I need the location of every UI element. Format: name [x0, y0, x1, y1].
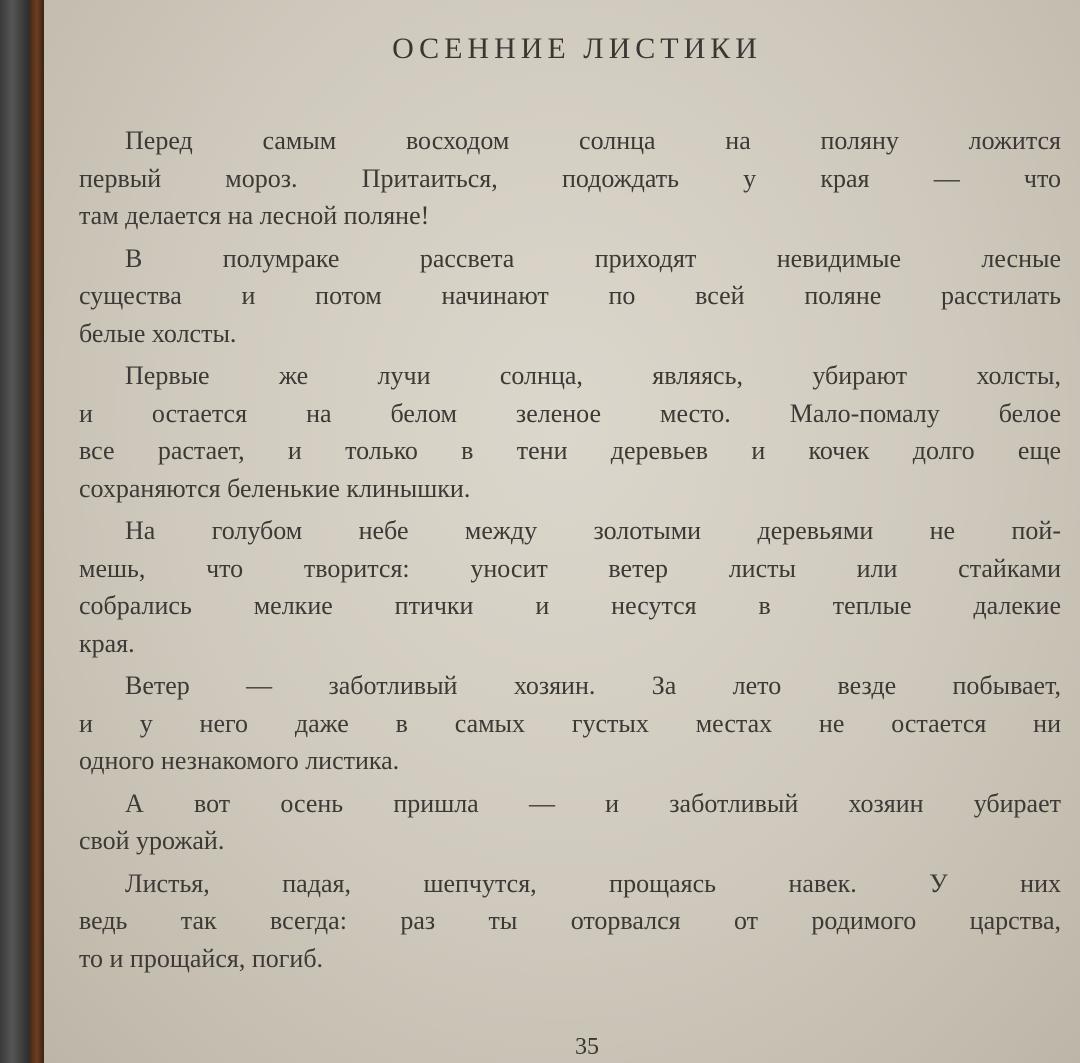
text-line: все растает, и только в тени деревьев и кочек долго еще	[79, 436, 1061, 465]
text-line: сохраняются беленькие клинышки.	[79, 473, 471, 503]
book-binding	[30, 0, 44, 1063]
paragraph-5	[79, 667, 1061, 780]
text-line: Первые же лучи солнца, являясь, убирают холсты,	[125, 361, 1061, 390]
page-number: 35	[575, 1034, 599, 1060]
text-line: белые холсты.	[79, 318, 237, 348]
page-title: ОСЕННИЕ ЛИСТИКИ	[392, 32, 762, 65]
text-line: Листья, падая, шепчутся, прощаясь навек. У них	[125, 868, 1061, 898]
text-line: там делается на лесной поляне!	[79, 201, 430, 230]
text-line: А вот осень пришла — и заботливый хозяин убирает	[125, 788, 1061, 818]
text-line: первый мороз. Притаиться, подождать у края — что	[79, 163, 1061, 193]
text-line: Ветер — заботливый хозяин. За лето везде побывает,	[125, 671, 1061, 700]
text-line: свой урожай.	[79, 826, 225, 855]
text-line: мешь, что творится: уносит ветер листы или стайками	[79, 553, 1061, 583]
text-line: В полумраке рассвета приходят невидимые лесные	[125, 243, 1061, 273]
paragraph-1	[79, 122, 1061, 235]
text-line: ведь так всегда: раз ты оторвался от родимого царства,	[79, 906, 1061, 935]
book-page	[44, 0, 1080, 1063]
paragraph-7	[79, 865, 1061, 978]
text-line: существа и потом начинают по всей поляне расстилать	[79, 281, 1061, 310]
text-line: и у него даже в самых густых местах не остается ни	[79, 708, 1061, 738]
text-line: края.	[79, 628, 135, 658]
text-line: то и прощайся, погиб.	[79, 943, 324, 973]
text-line: Перед самым восходом солнца на поляну ложится	[125, 126, 1061, 155]
text-line: и остается на белом зеленое место. Мало-помалу белое	[79, 398, 1061, 428]
paragraph-3	[79, 357, 1061, 507]
book-spine	[0, 0, 30, 1063]
paragraph-2	[79, 240, 1061, 353]
text-line: На голубом небе между золотыми деревьями не пой-	[125, 516, 1061, 545]
text-line: собрались мелкие птички и несутся в теплые далекие	[79, 591, 1061, 620]
paragraph-6	[79, 785, 1061, 860]
paragraph-4	[79, 512, 1061, 662]
body-text	[79, 122, 1061, 982]
text-line: одного незнакомого листика.	[79, 746, 400, 775]
